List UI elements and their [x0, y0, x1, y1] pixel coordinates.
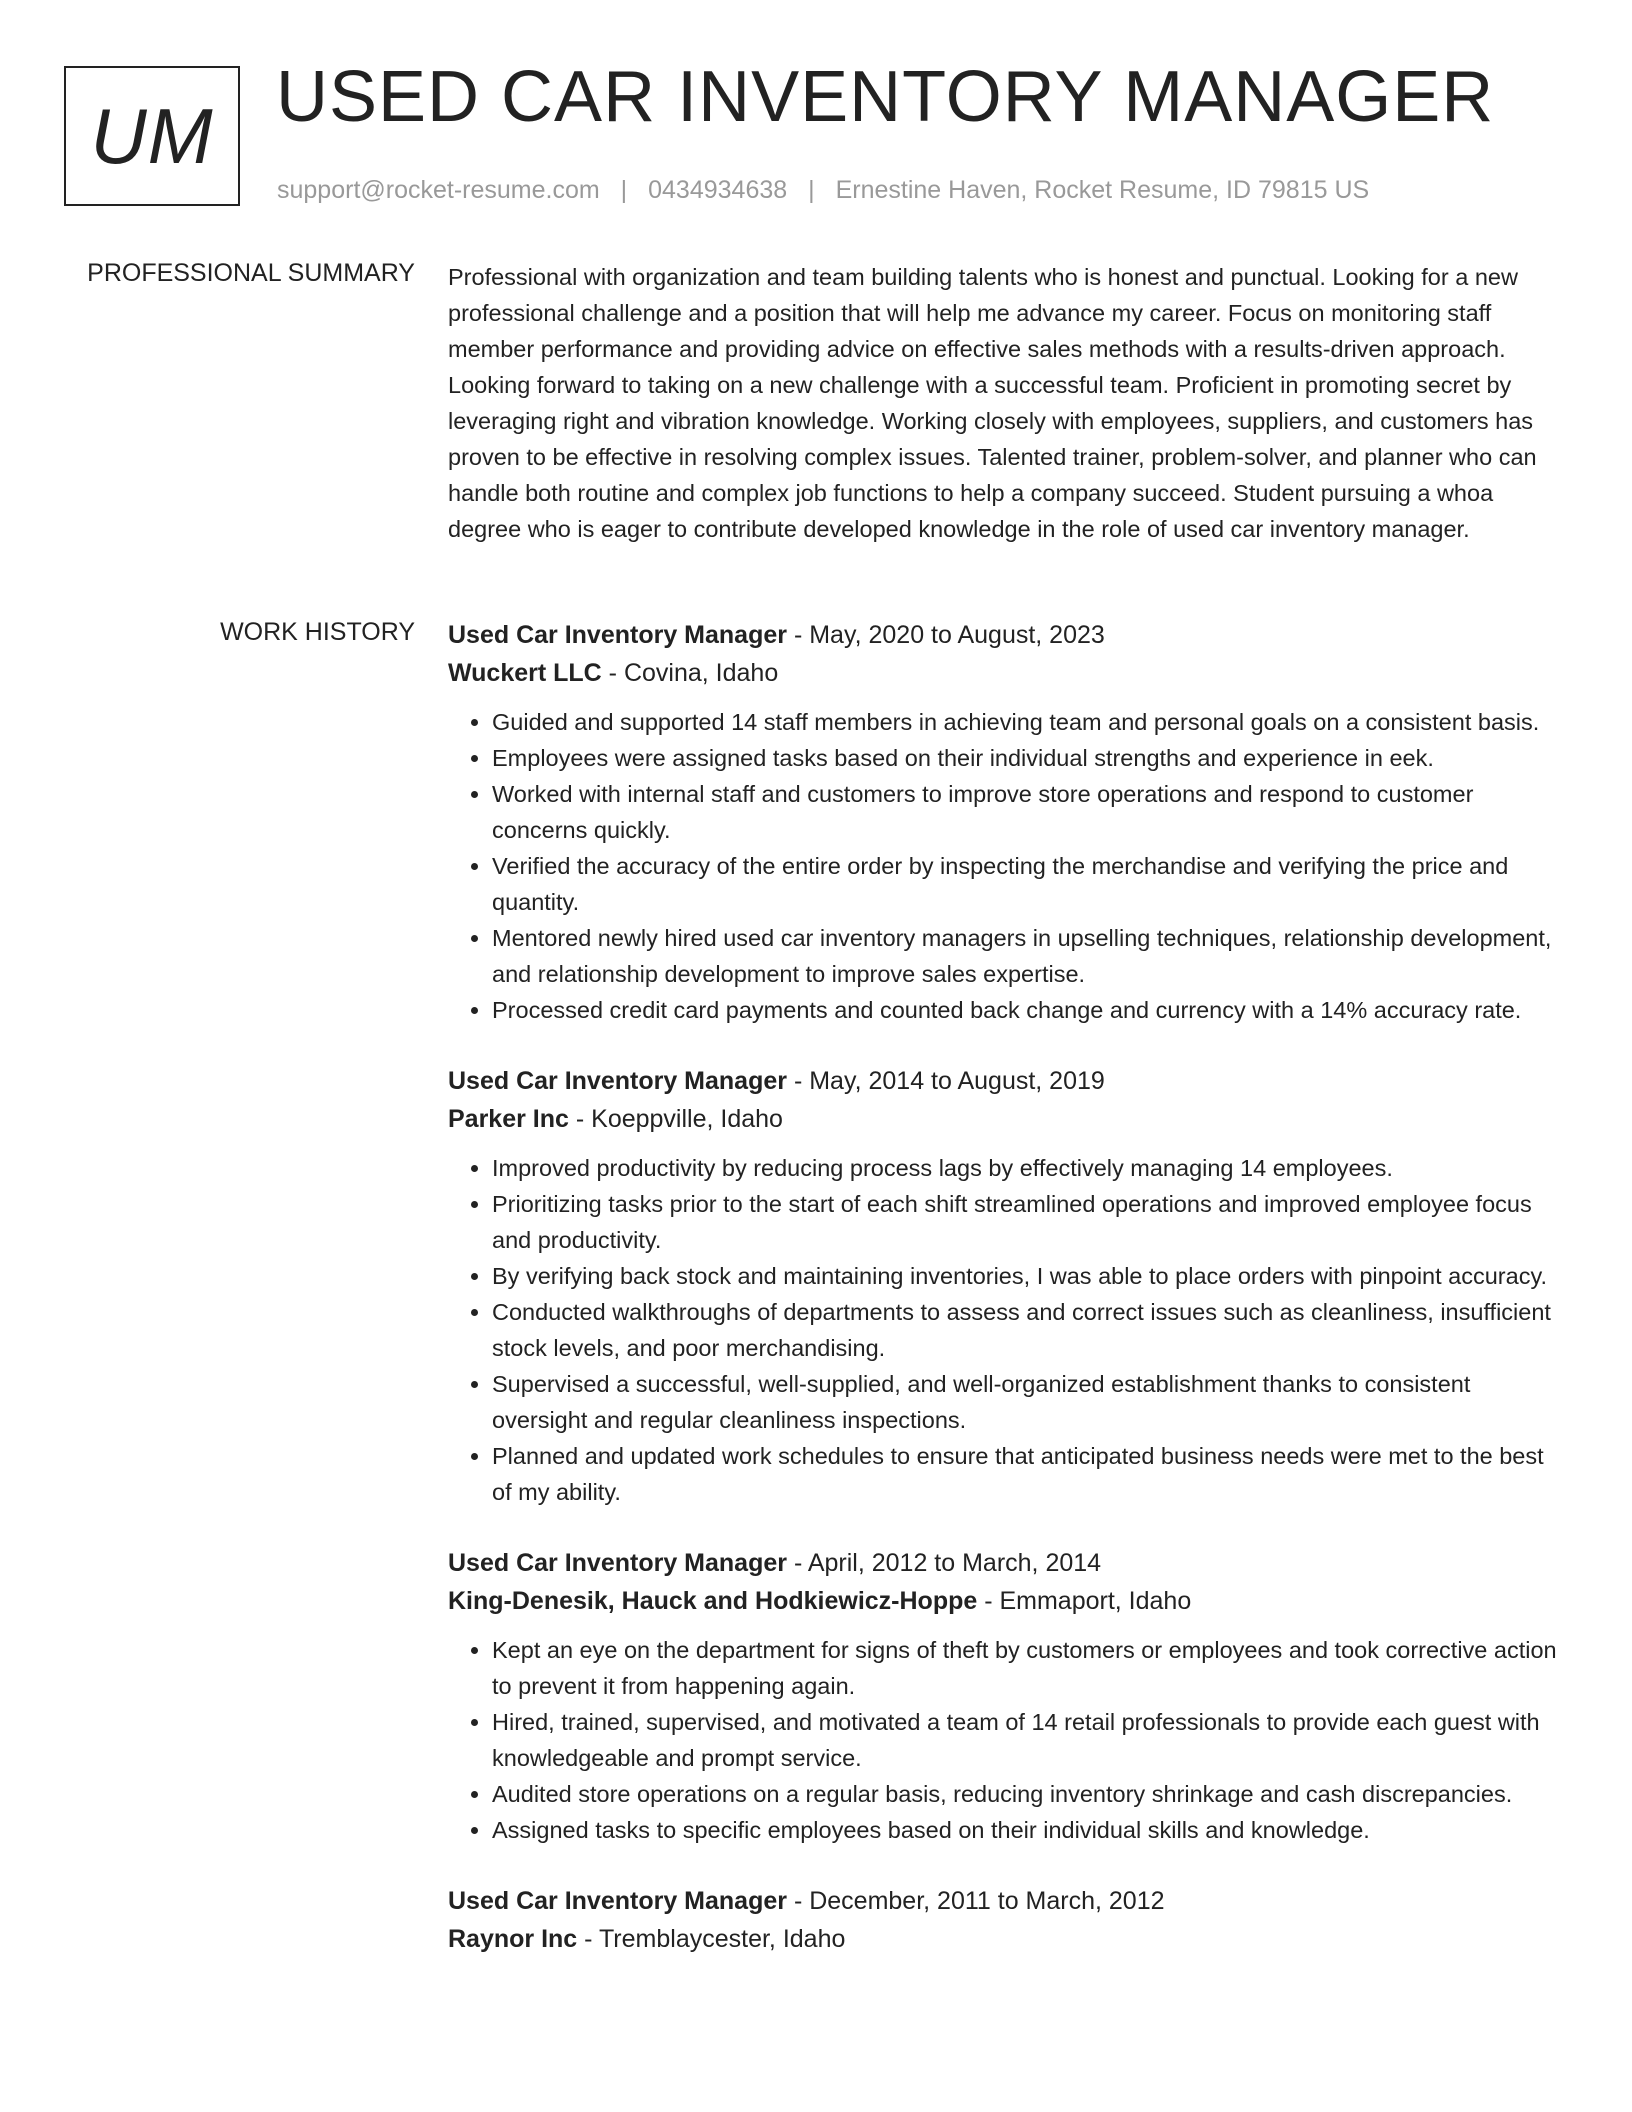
- job-entry: [448, 1062, 1558, 1510]
- job-dates: - May, 2014 to August, 2019: [787, 1067, 1105, 1095]
- job-entry: [448, 1882, 1558, 1958]
- job-location: - Emmaport, Idaho: [977, 1587, 1192, 1615]
- job-bullet: • Processed credit card payments and counted back change and currency with a 14% accuracy rate.: [492, 992, 1558, 1028]
- monogram-initials: UM: [90, 91, 214, 180]
- job-company-line: [448, 654, 1558, 692]
- job-bullet: • Worked with internal staff and customers to improve store operations and respond to customer concerns quickly.: [492, 776, 1558, 848]
- job-bullet: • Planned and updated work schedules to ensure that anticipated business needs were met to the best of my ability.: [492, 1438, 1558, 1510]
- job-dates: - December, 2011 to March, 2012: [787, 1887, 1165, 1915]
- job-bullet-list: [448, 1150, 1558, 1510]
- summary-body: [448, 259, 1558, 547]
- job-company-line: [448, 1920, 1558, 1958]
- contact-separator: |: [808, 176, 815, 204]
- contact-line: [277, 176, 1369, 205]
- work-history-heading: WORK HISTORY: [220, 618, 415, 646]
- summary-text: Professional with organization and team building talents who is honest and punctual. Looking for a new professional challenge and a position that will help me advance my career. Focus on monitoring staff member performance and providing advice on effective sales methods with a results-driven approach. Looking forward to taking on a new challenge with a successful team. Proficient in promoting secret by leveraging right and vibration knowledge. Working closely with employees, suppliers, and customers has proven to be effective in resolving complex issues. Talented trainer, problem-solver, and planner who can handle both routine and complex job functions to help a company succeed. Student pursuing a whoa degree who is eager to contribute developed knowledge in the role of used car inventory manager.: [448, 264, 1537, 542]
- job-location: - Covina, Idaho: [601, 659, 779, 687]
- contact-address: Ernestine Haven, Rocket Resume, ID 79815 US: [835, 176, 1370, 204]
- job-bullet: • Employees were assigned tasks based on their individual strengths and experience in eek.: [492, 740, 1558, 776]
- job-bullet: • Mentored newly hired used car inventory managers in upselling techniques, relationship development, and relationship development to improve sales expertise.: [492, 920, 1558, 992]
- job-dates: - May, 2020 to August, 2023: [787, 621, 1105, 649]
- work-history-body: [448, 616, 1558, 1992]
- contact-phone[interactable]: 0434934638: [648, 176, 788, 204]
- contact-email[interactable]: support@rocket-resume.com: [277, 176, 600, 204]
- job-bullet: • Prioritizing tasks prior to the start of each shift streamlined operations and improved employee focus and productivity.: [492, 1186, 1558, 1258]
- job-entry: [448, 1544, 1558, 1848]
- job-title-line: [448, 1882, 1558, 1920]
- job-title-line: [448, 1062, 1558, 1100]
- job-bullet: • Assigned tasks to specific employees based on their individual skills and knowledge.: [492, 1812, 1558, 1848]
- job-bullet: • By verifying back stock and maintaining inventories, I was able to place orders with pinpoint accuracy.: [492, 1258, 1558, 1294]
- summary-heading: PROFESSIONAL SUMMARY: [87, 259, 415, 287]
- job-dates: - April, 2012 to March, 2014: [787, 1549, 1102, 1577]
- job-bullet: • Kept an eye on the department for signs of theft by customers or employees and took corrective action to prevent it from happening again.: [492, 1632, 1558, 1704]
- job-bullet: • Hired, trained, supervised, and motivated a team of 14 retail professionals to provide each guest with knowledgeable and prompt service.: [492, 1704, 1558, 1776]
- job-title: Used Car Inventory Manager: [448, 1067, 787, 1095]
- job-title: Used Car Inventory Manager: [448, 1549, 787, 1577]
- job-title-line: [448, 616, 1558, 654]
- job-bullet: • Verified the accuracy of the entire order by inspecting the merchandise and verifying the price and quantity.: [492, 848, 1558, 920]
- job-title-line: [448, 1544, 1558, 1582]
- job-bullet: • Conducted walkthroughs of departments to assess and correct issues such as cleanliness, insufficient stock levels, and poor merchandising.: [492, 1294, 1558, 1366]
- job-company: King-Denesik, Hauck and Hodkiewicz-Hoppe: [448, 1587, 978, 1615]
- monogram-box: [64, 66, 240, 206]
- job-bullet: • Guided and supported 14 staff members in achieving team and personal goals on a consistent basis.: [492, 704, 1558, 740]
- job-title: Used Car Inventory Manager: [448, 621, 787, 649]
- resume-title: USED CAR INVENTORY MANAGER: [276, 57, 1495, 137]
- job-bullet-list: [448, 704, 1558, 1028]
- job-location: - Tremblaycester, Idaho: [577, 1925, 846, 1953]
- job-company: Parker Inc: [448, 1105, 569, 1133]
- job-location: - Koeppville, Idaho: [568, 1105, 783, 1133]
- job-bullet: • Audited store operations on a regular basis, reducing inventory shrinkage and cash discrepancies.: [492, 1776, 1558, 1812]
- job-entry: [448, 616, 1558, 1028]
- job-company: Wuckert LLC: [448, 659, 602, 687]
- job-company: Raynor Inc: [448, 1925, 578, 1953]
- contact-separator: |: [620, 176, 628, 204]
- job-bullet-list: [448, 1632, 1558, 1848]
- job-company-line: [448, 1100, 1558, 1138]
- job-bullet: • Supervised a successful, well-supplied, and well-organized establishment thanks to consistent oversight and regular cleanliness inspections.: [492, 1366, 1558, 1438]
- job-company-line: [448, 1582, 1558, 1620]
- job-title: Used Car Inventory Manager: [448, 1887, 787, 1915]
- job-bullet: • Improved productivity by reducing process lags by effectively managing 14 employees.: [492, 1150, 1558, 1186]
